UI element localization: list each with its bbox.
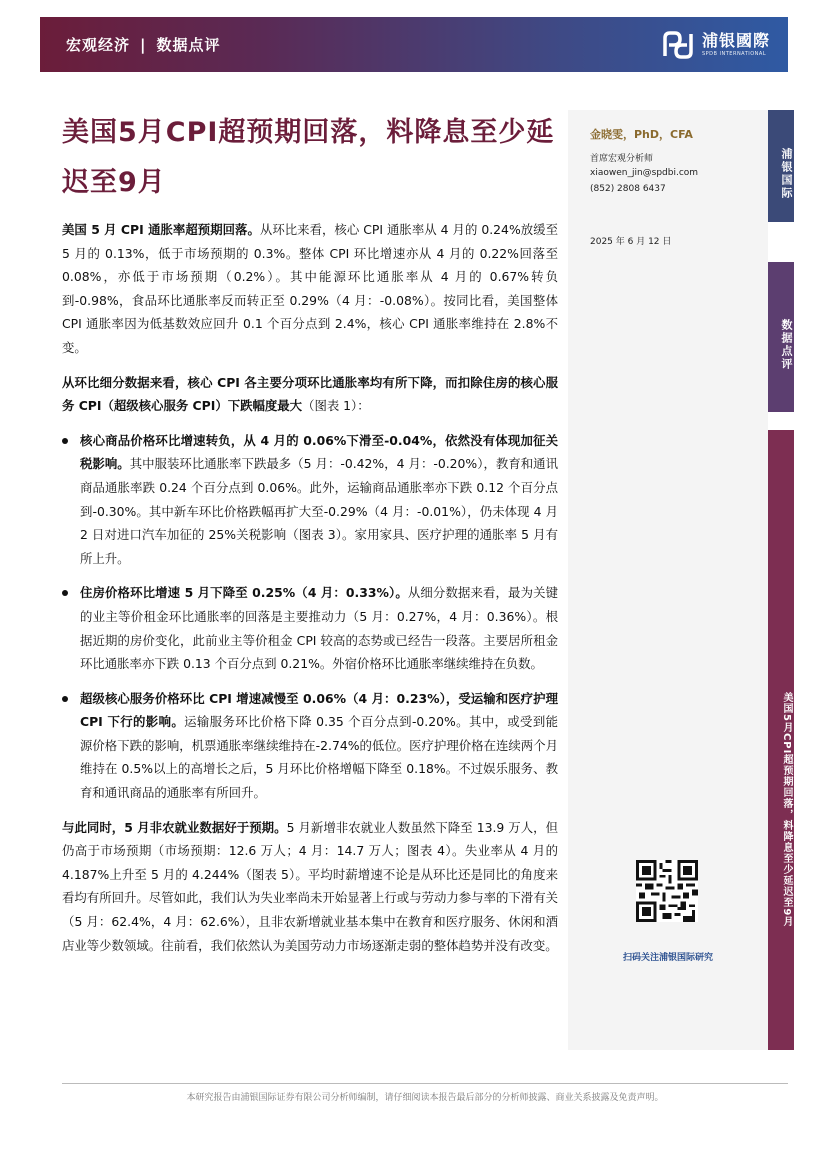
bullet-text: 从细分数据来看，最为关键的业主等价租金环比通胀率的回落是主要推动力（5 月：0.27%，4 月：0.36%）。根据近期的房价变化，此前业主等价租金 CPI 较高的态势或已经告一段落。主要居所租金环比通胀率亦下跌 0.13 个百分点到 0.21%。外宿价格环比通胀率继续维持在负数。 bbox=[80, 585, 558, 672]
paragraph-text: 5 月新增非农就业人数虽然下降至 13.9 万人，但仍高于市场预期（市场预期：12.6 万人；4 月：14.7 万人；图表 4）。失业率从 4 月的 4.187%上升至 5 月的 4.244%（图表 5）。平均时薪增速不论是从环比还是同比的角度来看均有所回升。尽管如此，我们认为失业率尚未开始显著上行或与劳动力参与率的下滑有关（5 月：62.4%，4 月：62.6%），且非农新增就业基本集中在教育和医疗服务、休闲和酒店业等少数领域。往前看，我们依然认为美国劳动力市场逐渐走弱的整体趋势并没有改变。 bbox=[62, 819, 558, 953]
body-paragraph bbox=[62, 371, 558, 418]
author-name: 金晓雯，PhD，CFA bbox=[590, 128, 693, 141]
side-tab-report-title: 美国5月CPI超预期回落，料降息至少延迟至9月 bbox=[768, 430, 794, 1050]
bullet-icon bbox=[62, 696, 68, 702]
side-tab-brand: 浦银国际 bbox=[768, 110, 794, 222]
report-title: 美国5月CPI超预期回落，料降息至少延迟至9月 bbox=[62, 117, 555, 198]
body-paragraph bbox=[62, 816, 558, 958]
footer-divider bbox=[62, 1083, 788, 1084]
paragraph-text: （图表 1）： bbox=[302, 398, 370, 414]
bullet-text: 其中服装环比通胀率下跌最多（5 月：-0.42%，4 月：-0.20%），教育和通讯商品通胀率跌 0.24 个百分点到 0.06%。此外，运输商品通胀率亦下跌 0.12 个百分点到-0.30%。其中新车环比价格跌幅再扩大至-0.29%（4 月：-0.01%），仍未体现 4 月 2 日对进口汽车加征的 25%关税影响（图表 3）。家用家具、医疗护理的通胀率 5 月有所上升。 bbox=[80, 456, 558, 566]
bullet-lead: 核心商品价格环比增速转负，从 4 月的 0.06%下滑至-0.04%，依然没有体现加征关税影响。 bbox=[80, 432, 558, 472]
bullet-icon bbox=[62, 438, 68, 444]
author-email[interactable]: xiaowen_jin@spdbi.com bbox=[590, 168, 699, 178]
paragraph-lead: 美国 5 月 CPI 通胀率超预期回落。 bbox=[62, 222, 260, 237]
brand-logo-block bbox=[661, 30, 770, 60]
qr-caption: 扫码关注浦银国际研究 bbox=[622, 953, 713, 963]
side-tab-report-type: 数据点评 bbox=[768, 262, 794, 412]
subcategory-label: 数据点评 bbox=[156, 36, 221, 54]
bullet-lead: 超级核心服务价格环比 CPI 增速减慢至 0.06%（4 月：0.23%），受运输和医疗护理 CPI 下行的影响。 bbox=[80, 690, 558, 730]
paragraph-lead: 与此同时，5 月非农就业数据好于预期。 bbox=[62, 819, 287, 835]
report-category bbox=[66, 34, 221, 55]
bullet-icon bbox=[62, 590, 68, 596]
qr-code-icon[interactable] bbox=[636, 860, 698, 922]
bullet-item bbox=[62, 581, 558, 675]
report-body bbox=[62, 218, 558, 968]
paragraph-lead: 从环比细分数据来看，核心 CPI 各主要分项环比通胀率均有所下降，而扣除住房的核心服务 CPI（超级核心服务 CPI）下跌幅度最大 bbox=[62, 374, 558, 414]
report-date: 2025 年 6 月 12 日 bbox=[590, 237, 672, 247]
spdb-logo-icon bbox=[661, 30, 695, 60]
author-role: 首席宏观分析师 bbox=[590, 154, 654, 164]
brand-name-cn: 浦银國際 bbox=[701, 30, 770, 50]
header-band bbox=[40, 17, 788, 72]
brand-name-en: SPDB INTERNATIONAL bbox=[701, 50, 767, 57]
category-label: 宏观经济 bbox=[66, 36, 131, 54]
footer-disclaimer: 本研究报告由浦银国际证券有限公司分析师编制，请仔细阅读本报告最后部分的分析师披露、商业关系披露及免责声明。 bbox=[186, 1093, 664, 1103]
bullet-text: 运输服务环比价格下降 0.35 个百分点到-0.20%。其中，或受到能源价格下跌的影响，机票通胀率继续维持在-2.74%的低位。医疗护理价格在连续两个月维持在 0.5%以上的高增长之后，5 月环比价格增幅下降至 0.18%。不过娱乐服务、教育和通讯商品的通胀率有所回升。 bbox=[80, 714, 558, 801]
body-paragraph bbox=[62, 218, 558, 360]
bullet-item bbox=[62, 687, 558, 805]
category-separator: | bbox=[140, 36, 147, 54]
bullet-item bbox=[62, 429, 558, 571]
bullet-lead: 住房价格环比增速 5 月下降至 0.25%（4 月：0.33%）。 bbox=[80, 585, 408, 601]
author-phone: (852) 2808 6437 bbox=[590, 184, 666, 194]
paragraph-text: 从环比来看，核心 CPI 通胀率从 4 月的 0.24%放缓至 5 月的 0.13%，低于市场预期的 0.3%。整体 CPI 环比增速亦从 4 月的 0.22%回落至 0.08%，亦低于市场预期（0.2%）。其中能源环比通胀率从 4 月的 0.67%转负到-0.98%，食品环比通胀率反而转正至 0.29%（4 月：-0.08%）。按同比看，美国整体 CPI 通胀率因为低基数效应回升 0.1 个百分点到 2.4%，核心 CPI 通胀率维持在 2.8%不变。 bbox=[62, 222, 558, 355]
